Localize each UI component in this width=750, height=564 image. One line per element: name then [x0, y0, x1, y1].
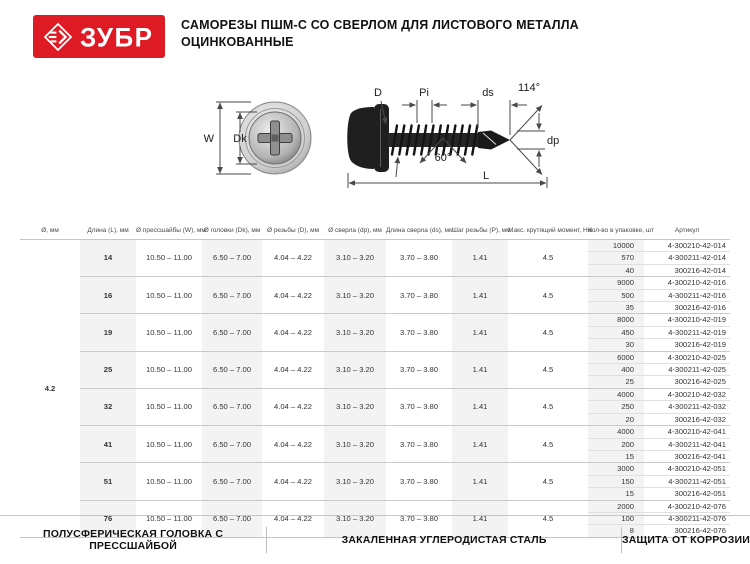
head-diameter-cell: 6.50 – 7.00 [202, 240, 262, 277]
sku-cell: 4-300210-42-019 [644, 314, 730, 326]
table-row [20, 277, 730, 289]
pack-qty-cell: 8000 [588, 314, 644, 326]
drill-length-cell: 3.70 – 3.80 [386, 463, 452, 500]
sku-cell: 4-300211-42-051 [644, 475, 730, 487]
sku-cell: 300216-42-016 [644, 302, 730, 314]
title-line-1: САМОРЕЗЫ ПШМ-С СО СВЕРЛОМ ДЛЯ ЛИСТОВОГО МЕТАЛЛА [181, 18, 579, 32]
thread-pitch-cell: 1.41 [452, 240, 508, 277]
pack-qty-cell: 250 [588, 401, 644, 413]
press-washer-diameter-cell: 10.50 – 11.00 [136, 388, 202, 425]
sku-cell: 4-300210-42-016 [644, 277, 730, 289]
pack-qty-cell: 15 [588, 488, 644, 500]
sku-cell: 300216-42-041 [644, 450, 730, 462]
thread-diameter-cell: 4.04 – 4.22 [262, 388, 324, 425]
thread-pitch-cell: 1.41 [452, 463, 508, 500]
column-header: Ø, мм [20, 220, 80, 240]
dim-label-d: D [374, 87, 382, 99]
sku-cell: 4-300211-42-019 [644, 326, 730, 338]
pack-qty-cell: 25 [588, 376, 644, 388]
head-diameter-cell: 6.50 – 7.00 [202, 277, 262, 314]
pack-qty-cell: 100 [588, 512, 644, 524]
thread-diameter-cell: 4.04 – 4.22 [262, 351, 324, 388]
dimension-diagram [195, 80, 575, 195]
drill-length-cell: 3.70 – 3.80 [386, 277, 452, 314]
press-washer-diameter-cell: 10.50 – 11.00 [136, 426, 202, 463]
pack-qty-cell: 6000 [588, 351, 644, 363]
dim-label-dk: Dk [233, 133, 247, 145]
sku-cell: 4-300210-42-032 [644, 388, 730, 400]
sku-cell: 4-300211-42-076 [644, 512, 730, 524]
drill-diameter-cell: 3.10 – 3.20 [324, 277, 386, 314]
title-line-2: ОЦИНКОВАННЫЕ [181, 35, 294, 49]
pack-qty-cell: 35 [588, 302, 644, 314]
pack-qty-cell: 10000 [588, 240, 644, 252]
pack-qty-cell: 2000 [588, 500, 644, 512]
length-cell: 25 [80, 351, 136, 388]
screw-head-top-view [239, 102, 311, 174]
column-header: Кол-во в упаковке, шт [588, 220, 644, 240]
max-torque-cell: 4.5 [508, 277, 588, 314]
drill-length-cell: 3.70 – 3.80 [386, 314, 452, 351]
thread-diameter-cell: 4.04 – 4.22 [262, 314, 324, 351]
table-row [20, 351, 730, 363]
thread-diameter-cell: 4.04 – 4.22 [262, 426, 324, 463]
dim-label-l: L [482, 170, 490, 182]
spec-table-header-row [20, 220, 730, 240]
feature-label: ЗАЩИТА ОТ КОРРОЗИИ [621, 534, 750, 546]
max-torque-cell: 4.5 [508, 351, 588, 388]
pack-qty-cell: 150 [588, 475, 644, 487]
press-washer-diameter-cell: 10.50 – 11.00 [136, 314, 202, 351]
column-header: Длина сверла (ds), мм [386, 220, 452, 240]
column-header: Ø сверла (dp), мм [324, 220, 386, 240]
pack-qty-cell: 3000 [588, 463, 644, 475]
thread-pitch-cell: 1.41 [452, 277, 508, 314]
press-washer-diameter-cell: 10.50 – 11.00 [146, 253, 192, 263]
head-diameter-cell: 6.50 – 7.00 [202, 463, 262, 500]
footer-features [0, 515, 750, 564]
length-cell: 19 [80, 314, 136, 351]
brand-logo-text: ЗУБР [80, 20, 154, 53]
table-row [20, 426, 730, 438]
sku-cell: 4-300210-42-025 [644, 351, 730, 363]
head-diameter-cell: 6.50 – 7.00 [202, 426, 262, 463]
pack-qty-cell: 40 [588, 264, 644, 276]
table-row [20, 314, 730, 326]
sku-cell: 4-300211-42-016 [644, 289, 730, 301]
pack-qty-cell: 9000 [588, 277, 644, 289]
column-header: Артикул [644, 220, 730, 240]
pack-qty-cell: 450 [588, 326, 644, 338]
length-cell: 14 [80, 240, 136, 277]
dim-label-tip-angle: 114° [518, 82, 540, 94]
column-header: Макс. крутящий момент, Нм [508, 220, 588, 240]
sku-cell: 300216-42-051 [644, 488, 730, 500]
thread-diameter-cell: 4.04 – 4.22 [262, 500, 324, 537]
column-header: Ø резьбы (D), мм [262, 220, 324, 240]
thread-diameter-cell: 4.04 – 4.22 [262, 463, 324, 500]
pack-qty-cell: 570 [588, 252, 644, 264]
pack-qty-cell: 400 [588, 364, 644, 376]
thread-pitch-cell: 1.41 [452, 388, 508, 425]
drill-diameter-cell: 3.10 – 3.20 [324, 500, 386, 537]
zubr-arrow-icon [42, 21, 74, 53]
dim-label-w: W [203, 133, 214, 145]
column-header: Ø прессшайбы (W), мм [136, 220, 202, 240]
sku-cell: 4-300211-42-032 [644, 401, 730, 413]
drill-diameter-cell: 3.10 – 3.20 [324, 463, 386, 500]
spec-table-body [20, 240, 730, 538]
max-torque-cell: 4.5 [508, 426, 588, 463]
sku-cell: 4-300211-42-041 [644, 438, 730, 450]
pack-qty-cell: 20 [588, 413, 644, 425]
sku-cell: 4-300210-42-051 [644, 463, 730, 475]
thread-pitch-cell: 1.41 [452, 500, 508, 537]
pack-qty-cell: 200 [588, 438, 644, 450]
drill-length-cell: 3.70 – 3.80 [386, 426, 452, 463]
pack-qty-cell: 500 [588, 289, 644, 301]
feature-label: ЗАКАЛЕННАЯ УГЛЕРОДИСТАЯ СТАЛЬ [341, 534, 547, 546]
max-torque-cell: 4.5 [508, 500, 588, 537]
thread-pitch-cell: 1.41 [452, 314, 508, 351]
drill-length-cell: 3.70 – 3.80 [386, 388, 452, 425]
drill-diameter-cell: 3.10 – 3.20 [324, 314, 386, 351]
length-cell: 76 [80, 500, 136, 537]
table-row [20, 463, 730, 475]
drill-diameter-cell: 3.10 – 3.20 [324, 351, 386, 388]
sku-cell: 300216-42-019 [644, 339, 730, 351]
sku-cell: 4-300211-42-025 [644, 364, 730, 376]
head-diameter-cell: 6.50 – 7.00 [202, 500, 262, 537]
drill-length-cell: 3.70 – 3.80 [399, 253, 438, 263]
feature-label: ПОЛУСФЕРИЧЕСКАЯ ГОЛОВКА С ПРЕССШАЙБОЙ [43, 528, 224, 552]
pack-qty-cell: 30 [588, 339, 644, 351]
press-washer-diameter-cell: 10.50 – 11.00 [136, 463, 202, 500]
max-torque-cell: 4.5 [542, 253, 554, 263]
head-diameter-cell: 6.50 – 7.00 [202, 388, 262, 425]
table-row [20, 240, 730, 252]
press-washer-diameter-cell: 10.50 – 11.00 [136, 277, 202, 314]
thread-diameter-cell: 4.04 – 4.22 [262, 277, 324, 314]
sku-cell: 4-300210-42-014 [667, 241, 726, 250]
dim-label-dp: dp [547, 135, 560, 147]
pack-qty-cell: 4000 [588, 388, 644, 400]
drill-diameter-cell: 3.10 – 3.20 [324, 388, 386, 425]
sku-cell: 4-300210-42-041 [644, 426, 730, 438]
sku-cell: 4-300210-42-076 [644, 500, 730, 512]
max-torque-cell: 4.5 [508, 314, 588, 351]
sku-cell: 300216-42-014 [644, 264, 730, 276]
head-diameter-cell: 6.50 – 7.00 [202, 314, 262, 351]
sku-cell: 300216-42-025 [644, 376, 730, 388]
pack-qty-cell: 15 [588, 450, 644, 462]
max-torque-cell: 4.5 [508, 463, 588, 500]
brand-logo [33, 15, 165, 58]
length-cell: 51 [80, 463, 136, 500]
thread-diameter-cell: 4.04 – 4.22 [273, 253, 312, 263]
pack-qty-cell: 8 [588, 525, 644, 537]
screw-side-view [347, 104, 510, 172]
drill-length-cell: 3.70 – 3.80 [386, 500, 452, 537]
dim-label-ds: ds [482, 87, 494, 99]
column-header: Шаг резьбы (P), мм [452, 220, 508, 240]
length-cell: 41 [80, 426, 136, 463]
table-row [20, 500, 730, 512]
sku-cell: 300216-42-076 [644, 525, 730, 537]
thread-pitch-cell: 1.41 [452, 426, 508, 463]
dim-label-thread-angle: 60° [434, 152, 452, 164]
page-title [181, 17, 579, 51]
diameter-cell: 4.2 [44, 383, 56, 393]
spec-table [20, 220, 730, 538]
table-row [20, 388, 730, 400]
drill-diameter-cell: 3.10 – 3.20 [324, 426, 386, 463]
column-header: Длина (L), мм [80, 220, 136, 240]
max-torque-cell: 4.5 [508, 388, 588, 425]
pack-qty-cell: 4000 [588, 426, 644, 438]
sku-cell: 4-300211-42-014 [644, 252, 730, 264]
press-washer-diameter-cell: 10.50 – 11.00 [136, 500, 202, 537]
sku-cell: 300216-42-032 [644, 413, 730, 425]
length-cell: 16 [80, 277, 136, 314]
drill-diameter-cell: 3.10 – 3.20 [324, 240, 386, 277]
dim-label-pi: Pi [419, 87, 429, 99]
drill-length-cell: 3.70 – 3.80 [386, 351, 452, 388]
head-diameter-cell: 6.50 – 7.00 [202, 351, 262, 388]
thread-pitch-cell: 1.41 [452, 351, 508, 388]
length-cell: 32 [80, 388, 136, 425]
column-header: Ø головки (Dk), мм [202, 220, 262, 240]
press-washer-diameter-cell: 10.50 – 11.00 [136, 351, 202, 388]
